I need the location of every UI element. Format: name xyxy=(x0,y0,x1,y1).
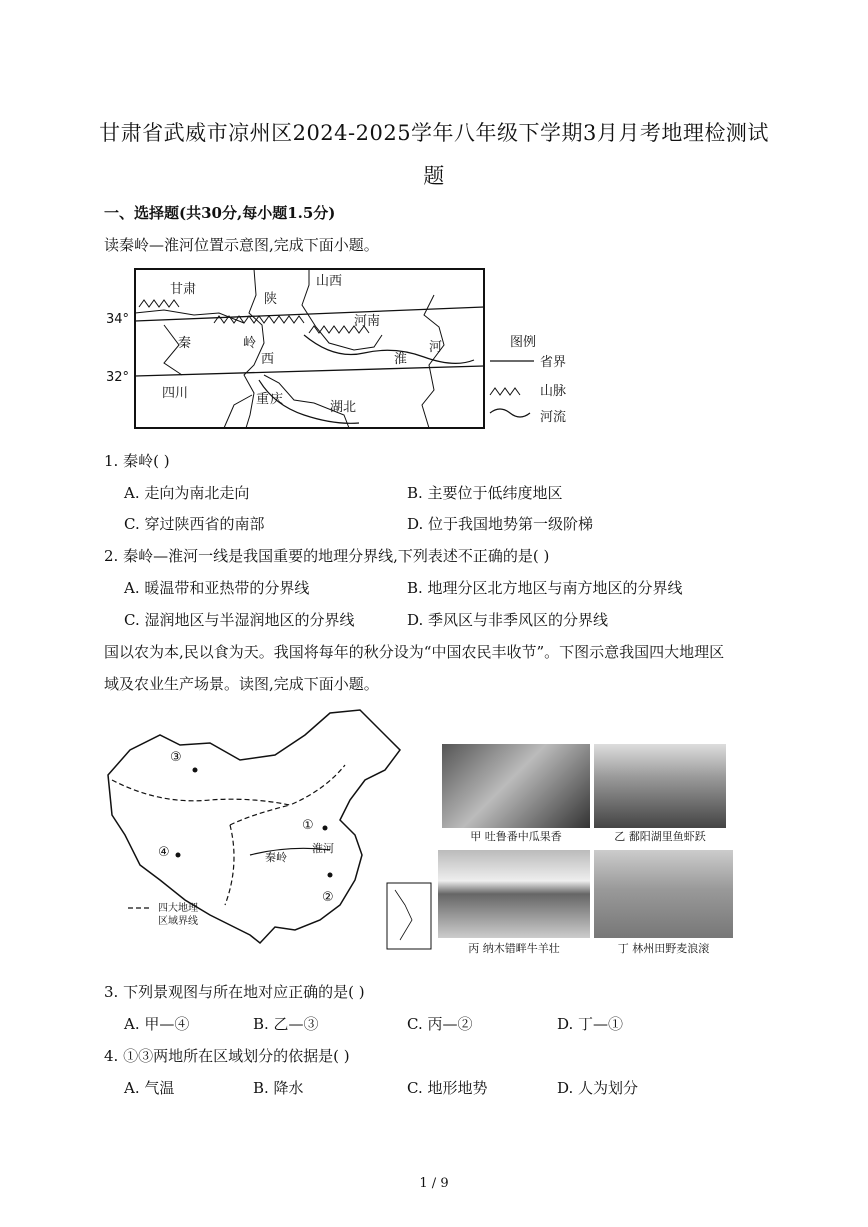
photo-ding xyxy=(594,850,733,938)
map-label-qin: 秦 xyxy=(178,336,192,351)
q3-option-d[interactable]: D. 丁—① xyxy=(557,1015,624,1033)
qinling-huaihe-map xyxy=(104,265,584,433)
q2-option-d[interactable]: D. 季风区与非季风区的分界线 xyxy=(407,611,609,629)
legend-province-border: 省界 xyxy=(540,355,567,370)
legend-mountain: 山脉 xyxy=(540,384,567,399)
map-label-huai: 淮 xyxy=(394,352,408,367)
label-huaihe: 淮河 xyxy=(312,842,334,855)
q4-option-b[interactable]: B. 降水 xyxy=(253,1079,304,1097)
legend-river: 河流 xyxy=(540,410,567,425)
photo-jia xyxy=(442,744,590,828)
map-label-henan: 河南 xyxy=(354,314,381,329)
q4-option-c[interactable]: C. 地形地势 xyxy=(407,1079,488,1097)
q3-stem: 3. 下列景观图与所在地对应正确的是( ) xyxy=(104,983,365,1001)
q1-option-d[interactable]: D. 位于我国地势第一级阶梯 xyxy=(407,515,594,533)
intro-harvest-line1: 国以农为本,民以食为天。我国将每年的秋分设为“中国农民丰收节”。下图示意我国四大地理区 xyxy=(104,643,725,661)
map-label-qing: 庆 xyxy=(270,392,284,407)
map-label-ling: 岭 xyxy=(243,336,257,351)
map-label-zhong: 重 xyxy=(256,392,270,407)
q4-option-d[interactable]: D. 人为划分 xyxy=(557,1079,639,1097)
q3-option-a[interactable]: A. 甲—④ xyxy=(124,1015,190,1033)
page-number: 1 / 9 xyxy=(419,1176,449,1191)
intro-harvest-line2: 域及农业生产场景。读图,完成下面小题。 xyxy=(104,675,379,693)
q1-option-b[interactable]: B. 主要位于低纬度地区 xyxy=(407,484,563,502)
photo-bing-caption: 丙 纳木错畔牛羊壮 xyxy=(468,942,560,955)
photo-ding-caption: 丁 林州田野麦浪滚 xyxy=(617,942,710,955)
legend-region-line1: 四大地理 xyxy=(158,903,198,914)
section-heading: 一、选择题(共30分,每小题1.5分) xyxy=(104,204,336,222)
marker-1: ① xyxy=(302,818,314,833)
q3-option-c[interactable]: C. 丙—② xyxy=(407,1015,473,1033)
marker-3: ③ xyxy=(170,750,182,765)
photo-jia-caption: 甲 吐鲁番中瓜果香 xyxy=(470,830,562,843)
map-label-he: 河 xyxy=(429,340,443,355)
legend-title: 图例 xyxy=(510,335,537,350)
map-label-shaan: 陕 xyxy=(264,292,278,307)
q1-option-c[interactable]: C. 穿过陕西省的南部 xyxy=(124,515,265,533)
legend-region-line2: 区域界线 xyxy=(158,916,198,927)
marker-4: ④ xyxy=(158,845,170,860)
document-title-line1: 甘肃省武威市凉州区2024-2025学年八年级下学期3月月考地理检测试 xyxy=(99,121,769,145)
lat-32-label: 32° xyxy=(106,370,130,385)
intro-qinling: 读秦岭—淮河位置示意图,完成下面小题。 xyxy=(104,236,379,254)
photo-yi xyxy=(594,744,726,828)
q3-option-b[interactable]: B. 乙—③ xyxy=(253,1015,319,1033)
document-title-line2: 题 xyxy=(423,164,445,188)
map-label-gansu: 甘肃 xyxy=(170,282,197,297)
map-label-sichuan: 四川 xyxy=(162,386,189,401)
q2-option-a[interactable]: A. 暖温带和亚热带的分界线 xyxy=(124,579,310,597)
q4-stem: 4. ①③两地所在区域划分的依据是( ) xyxy=(104,1047,350,1065)
map-label-shanxi: 山西 xyxy=(316,274,343,289)
q1-option-a[interactable]: A. 走向为南北走向 xyxy=(124,484,250,502)
photo-bing xyxy=(438,850,590,938)
map-label-hubei: 湖北 xyxy=(330,400,357,415)
marker-2: ② xyxy=(322,890,334,905)
china-regions-map xyxy=(100,705,435,960)
q1-stem: 1. 秦岭( ) xyxy=(104,452,170,470)
q4-option-a[interactable]: A. 气温 xyxy=(124,1079,175,1097)
map-label-xi: 西 xyxy=(261,352,275,367)
lat-34-label: 34° xyxy=(106,312,130,327)
label-qinling: 秦岭 xyxy=(265,851,287,864)
q2-option-b[interactable]: B. 地理分区北方地区与南方地区的分界线 xyxy=(407,579,683,597)
q2-stem: 2. 秦岭—淮河一线是我国重要的地理分界线,下列表述不正确的是( ) xyxy=(104,547,550,565)
photo-yi-caption: 乙 鄱阳湖里鱼虾跃 xyxy=(614,830,706,843)
q2-option-c[interactable]: C. 湿润地区与半湿润地区的分界线 xyxy=(124,611,355,629)
